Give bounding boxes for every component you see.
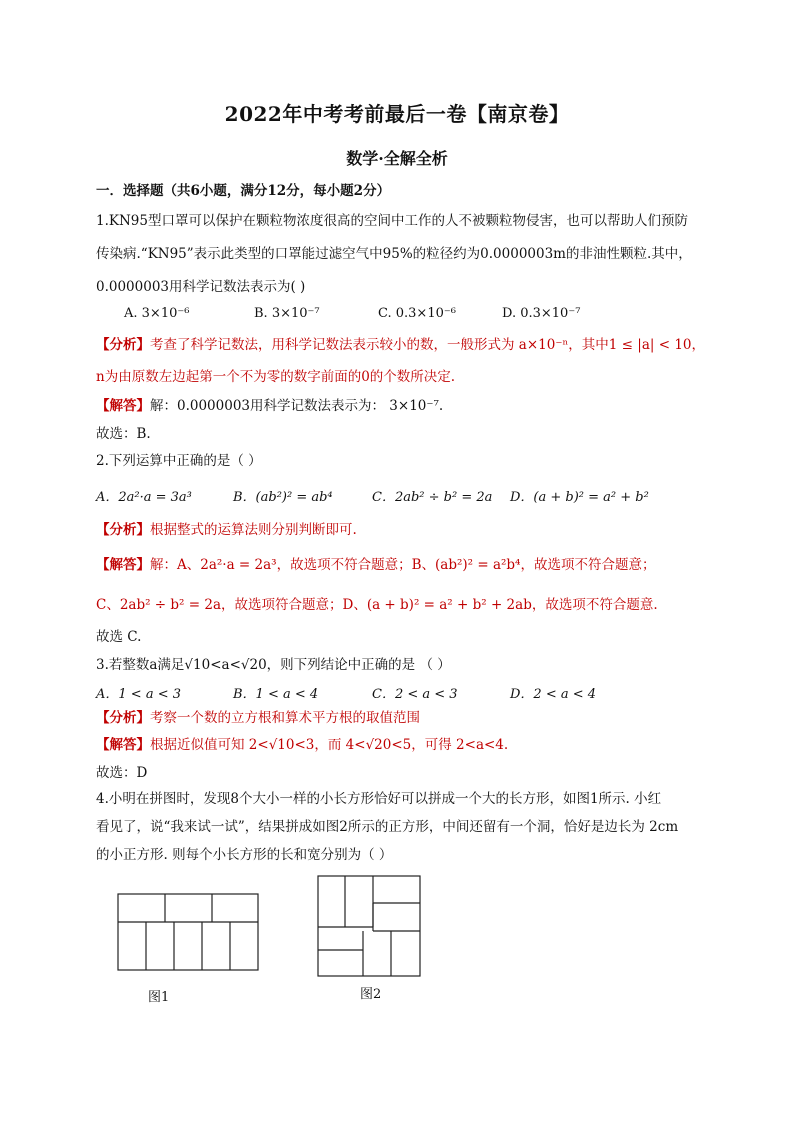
q3-option-d: D．2 < a < 4 [510, 687, 597, 702]
q2-option-a: A．2a²·a = 3a³ [96, 490, 192, 505]
q4-stem-line1: 4.小明在拼图时，发现8个大小一样的小长方形恰好可以拼成一个大的长方形，如图1所示. 小红 [96, 791, 662, 807]
q2-answer-text: 解：A、2a²·a = 2a³，故选项不符合题意；B、(ab²)² = a²b⁴，故选项不符合题意； [150, 557, 656, 573]
analysis-tag: 【分析】 [96, 710, 150, 726]
q1-analysis-text: 考查了科学记数法，用科学记数法表示较小的数，一般形式为 a×10⁻ⁿ，其中1 ≤ |a| < 10， [150, 337, 705, 353]
q2-stem: 2.下列运算中正确的是（ ） [96, 453, 262, 469]
q3-answer-text: 根据近似值可知 2<√10<3，而 4<√20<5，可得 2<a<4. [150, 737, 509, 753]
q2-analysis-text: 根据整式的运算法则分别判断即可. [150, 522, 357, 538]
q1-analysis [96, 336, 705, 354]
answer-tag: 【解答】 [96, 557, 150, 573]
q1-stem-line1: 1.KN95型口罩可以保护在颗粒物浓度很高的空间中工作的人不被颗粒物侵害，也可以帮助人们预防 [96, 213, 688, 229]
q1-stem-line2: 传染病.“KN95”表示此类型的口罩能过滤空气中95%的粒径约为0.0000003m的非油性颗粒.其中， [96, 246, 692, 262]
figure-1-rectangles [117, 893, 259, 971]
q3-option-c: C．2 < a < 3 [372, 687, 458, 702]
answer-tag: 【解答】 [96, 737, 150, 753]
q3-option-b: B．1 < a < 4 [233, 687, 319, 702]
q1-option-a: A. 3×10⁻⁶ [124, 306, 190, 321]
q3-answer [96, 736, 508, 754]
q2-option-c: C．2ab² ÷ b² = 2a [372, 490, 493, 505]
q2-analysis [96, 521, 357, 539]
q2-answer-line2: C、2ab² ÷ b² = 2a，故选项符合题意；D、(a + b)² = a² + b² + 2ab，故选项不符合题意. [96, 597, 658, 613]
section-heading: 一．选择题（共6小题，满分12分，每小题2分） [96, 183, 391, 199]
figure-2-label: 图2 [360, 987, 382, 1002]
outer-rectangle [118, 894, 258, 970]
q3-option-a: A．1 < a < 3 [96, 687, 181, 702]
figure-2-square [317, 875, 421, 977]
figure-1-label: 图1 [148, 990, 170, 1005]
q1-analysis-line2: n为由原数左边起第一个不为零的数字前面的0的个数所决定. [96, 369, 456, 385]
answer-tag: 【解答】 [96, 398, 150, 414]
q1-stem-line3: 0.0000003用科学记数法表示为( ) [96, 279, 306, 295]
q4-stem-line3: 的小正方形. 则每个小长方形的长和宽分别为（ ） [96, 847, 393, 863]
outer-square [318, 876, 420, 976]
q4-stem-line2: 看见了，说“我来试一试”，结果拼成如图2所示的正方形，中间还留有一个洞，恰好是边长为 2cm [96, 819, 679, 835]
q3-choice: 故选：D [96, 765, 148, 781]
q2-answer-line1 [96, 556, 655, 574]
q1-option-d: D. 0.3×10⁻⁷ [502, 306, 581, 321]
analysis-tag: 【分析】 [96, 337, 150, 353]
q1-answer-text: 解：0.0000003用科学记数法表示为： 3×10⁻⁷. [150, 398, 444, 414]
q2-choice: 故选 C. [96, 629, 142, 645]
q2-option-d: D．(a + b)² = a² + b² [510, 490, 649, 505]
q1-option-b: B. 3×10⁻⁷ [254, 306, 320, 321]
q2-option-b: B．(ab²)² = ab⁴ [233, 490, 333, 505]
q1-choice: 故选：B. [96, 426, 151, 442]
page-title: 2022年中考考前最后一卷【南京卷】 [224, 102, 570, 126]
page-subtitle: 数学·全解全析 [346, 149, 448, 168]
q1-answer [96, 397, 443, 415]
q3-analysis [96, 709, 420, 727]
q3-analysis-text: 考察一个数的立方根和算术平方根的取值范围 [150, 710, 420, 726]
q1-option-c: C. 0.3×10⁻⁶ [378, 306, 456, 321]
q3-stem: 3.若整数a满足√10<a<√20，则下列结论中正确的是 （ ） [96, 657, 451, 673]
analysis-tag: 【分析】 [96, 522, 150, 538]
